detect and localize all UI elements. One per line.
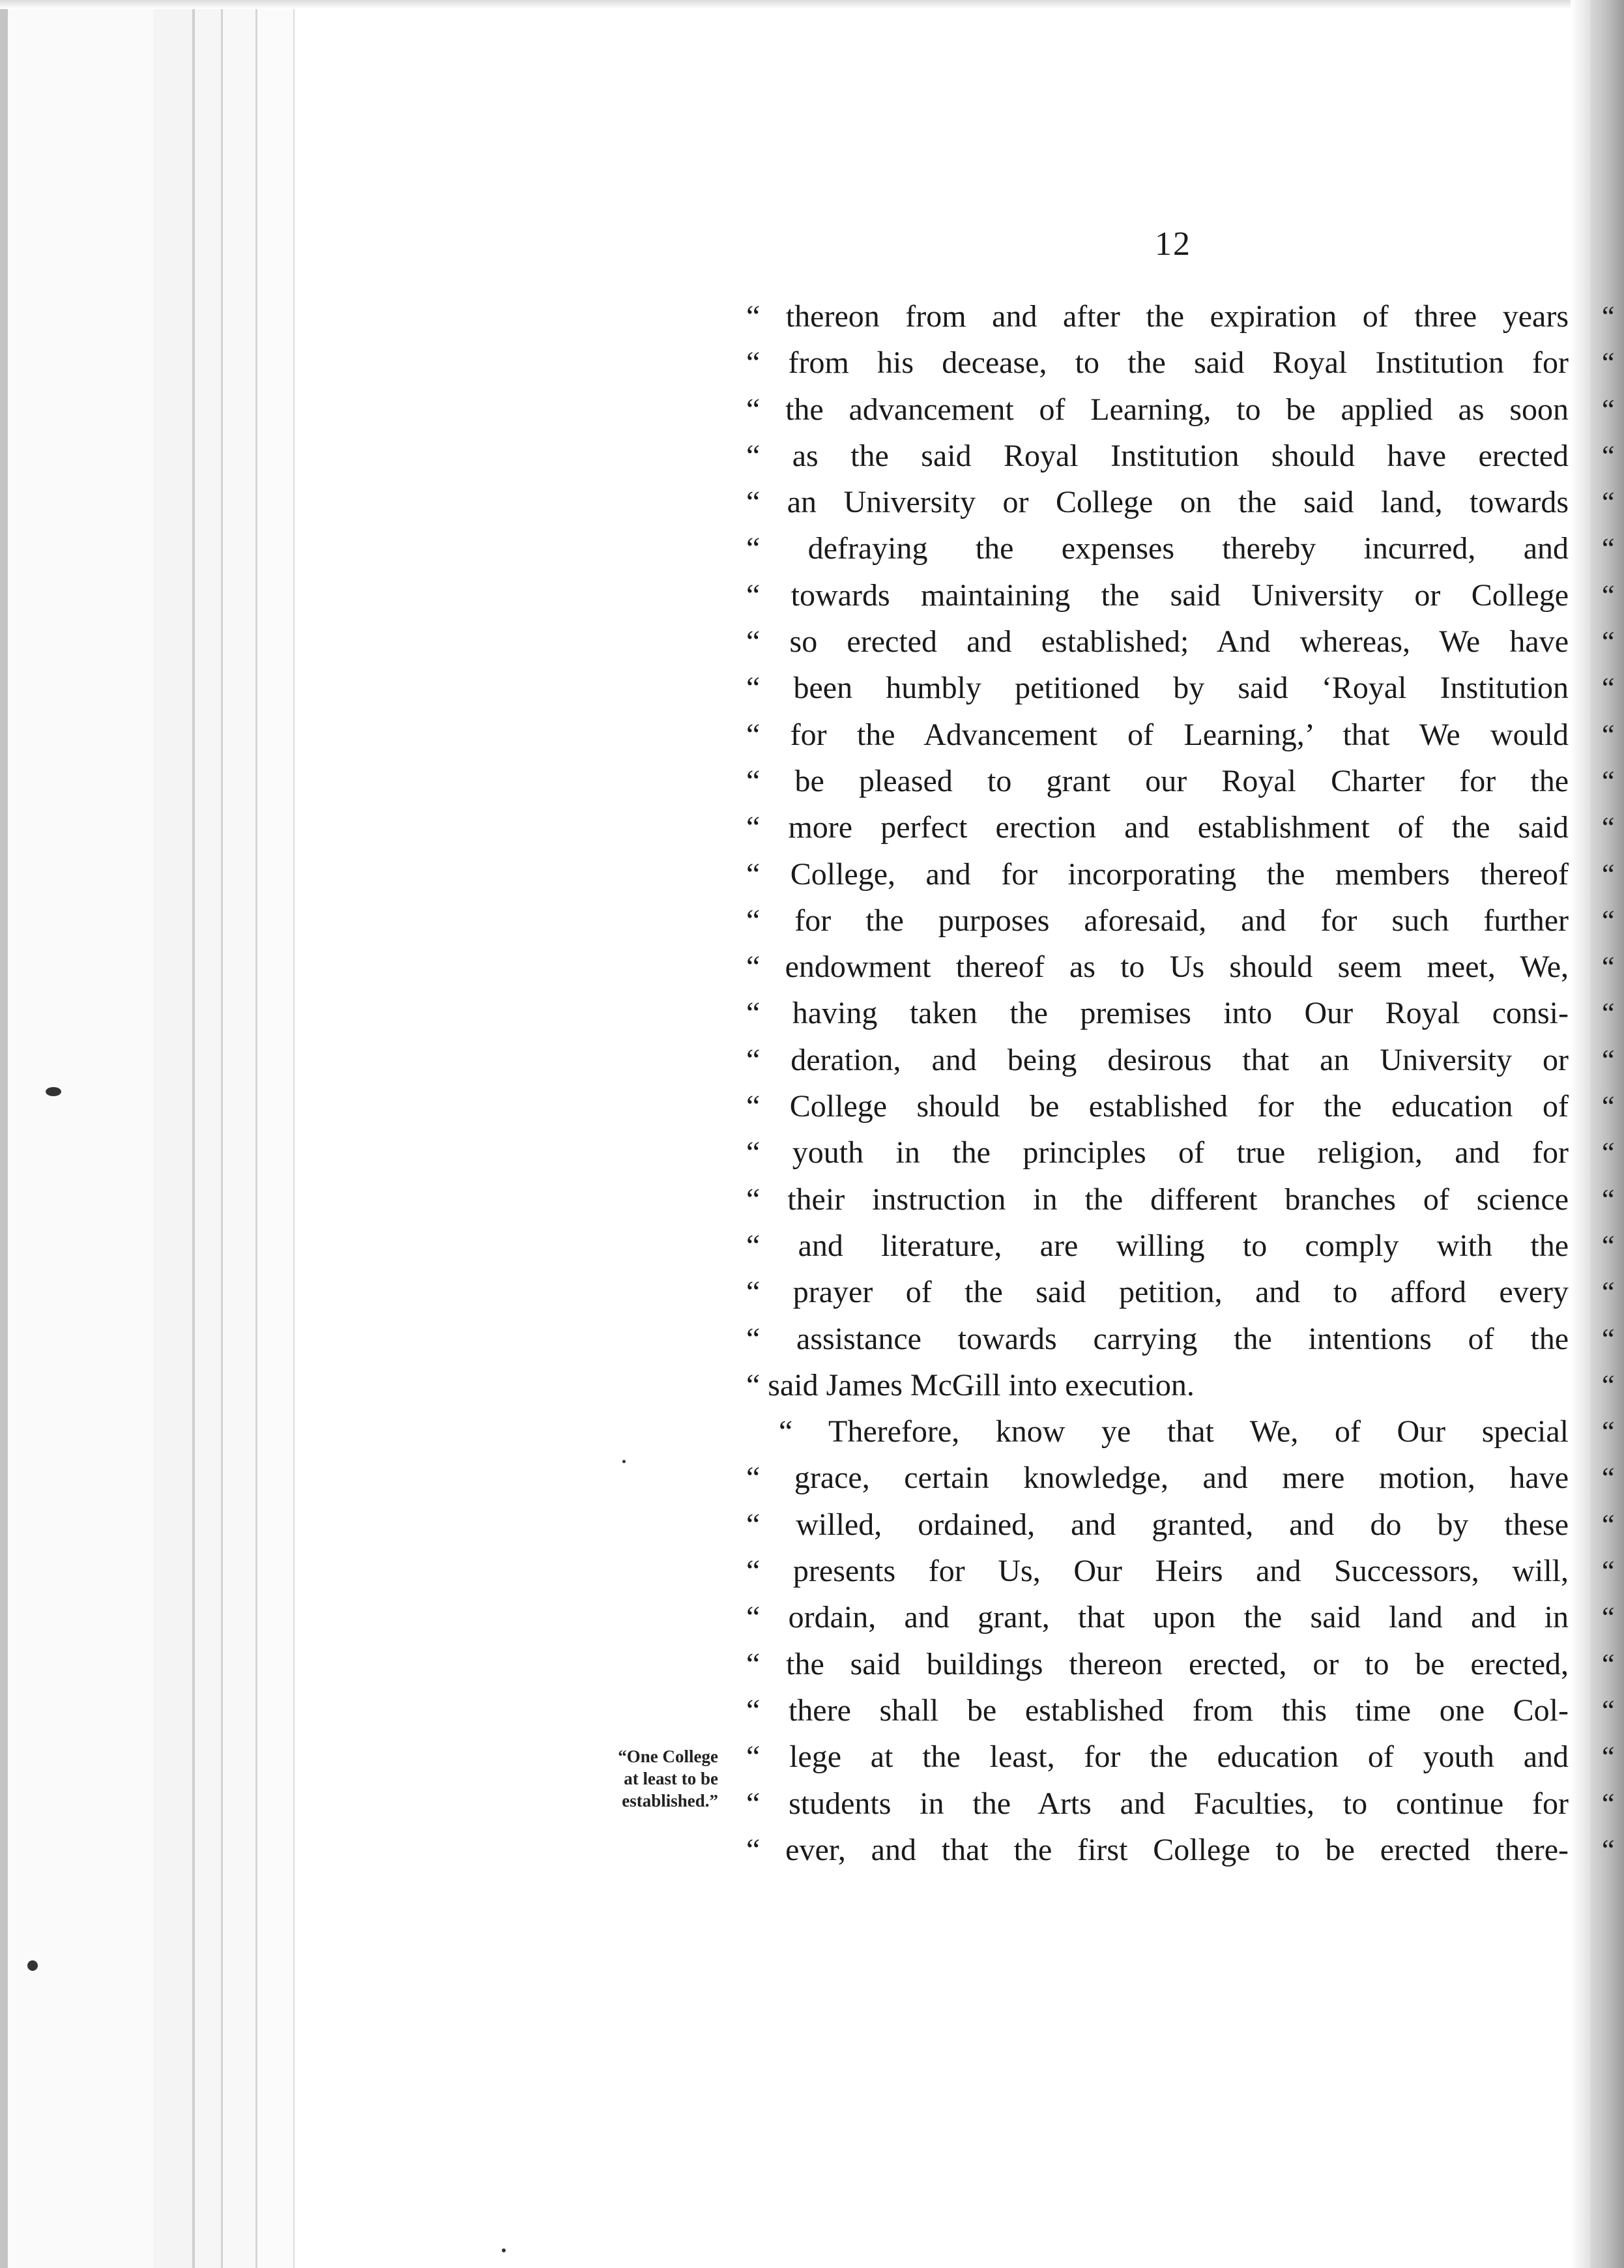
text-line: “ Therefore, know ye that We, of Our special	[779, 1414, 1569, 1449]
text-line: “ and literature, are willing to comply with the	[746, 1228, 1569, 1263]
quote-mark: “	[1602, 718, 1615, 751]
text-line: “ defraying the expenses thereby incurred, and	[746, 531, 1569, 566]
text-line: “ be pleased to grant our Royal Charter for the	[746, 763, 1569, 798]
text-line: “ there shall be established from this time one Col-	[746, 1693, 1569, 1728]
text-line: “ College, and for incorporating the members thereof	[746, 856, 1569, 892]
speck	[27, 1960, 38, 1971]
text-line: “ for the Advancement of Learning,’ that We would	[746, 717, 1569, 752]
speck	[622, 1460, 626, 1463]
quote-mark: “	[1602, 300, 1615, 332]
quote-mark: “	[1602, 626, 1615, 658]
body-text	[746, 293, 1569, 1873]
margin-note-line: established.”	[622, 1791, 718, 1810]
margin-note-line: at least to be	[624, 1769, 718, 1788]
quote-mark: “	[1602, 1416, 1615, 1448]
quote-mark: “	[1602, 1833, 1615, 1866]
text-line: “ students in the Arts and Faculties, to continue for	[746, 1786, 1569, 1821]
page-number: 12	[1155, 225, 1191, 263]
text-line: “ an University or College on the said land, towards	[746, 485, 1569, 520]
quote-mark: “	[1602, 532, 1615, 565]
quote-mark: “	[1602, 393, 1615, 426]
quote-mark: “	[1602, 1043, 1615, 1076]
text-line: “ ordain, and grant, that upon the said land and in	[746, 1600, 1569, 1635]
quote-mark: “	[1602, 1137, 1615, 1169]
margin-note-line: “One College	[618, 1747, 718, 1766]
quote-mark: “	[1602, 1741, 1615, 1773]
speck	[46, 1087, 61, 1096]
text-line: “ for the purposes aforesaid, and for such further	[746, 903, 1569, 938]
text-line: “ willed, ordained, and granted, and do by these	[746, 1507, 1569, 1542]
quote-mark: “	[1602, 486, 1615, 519]
quote-mark: “	[1602, 579, 1615, 611]
quote-mark: “	[1602, 1276, 1615, 1309]
text-line: “ deration, and being desirous that an University or	[746, 1042, 1569, 1077]
text-line: “ towards maintaining the said University or College	[746, 577, 1569, 613]
quote-mark: “	[1602, 1090, 1615, 1123]
text-line: “ lege at the least, for the education of youth and	[746, 1739, 1569, 1775]
speck	[502, 2248, 506, 2252]
page-edge	[223, 0, 257, 2268]
quote-mark: “	[1602, 439, 1615, 472]
quote-mark: “	[1602, 347, 1615, 379]
next-page-quote-column	[1602, 293, 1624, 1873]
quote-mark: “	[1602, 764, 1615, 797]
page-edge	[0, 0, 8, 2268]
quote-mark: “	[1602, 811, 1615, 844]
text-line: “ the said buildings thereon erected, or to be erected,	[746, 1646, 1569, 1681]
quote-mark: “	[1602, 1694, 1615, 1726]
text-line: “ more perfect erection and establishment of the said	[746, 810, 1569, 845]
quote-mark: “	[1602, 1555, 1615, 1588]
text-line: “ endowment thereof as to Us should seem meet, We,	[746, 950, 1569, 985]
text-line: “ youth in the principles of true religion, and for	[746, 1135, 1569, 1170]
right-page-edge	[1571, 0, 1590, 2268]
quote-mark: “	[1602, 951, 1615, 983]
quote-mark: “	[1602, 1229, 1615, 1262]
text-line: “ the advancement of Learning, to be applied as soon	[746, 392, 1569, 427]
quote-mark: “	[1602, 1462, 1615, 1494]
text-line: “ so erected and established; And whereas, We have	[746, 624, 1569, 660]
quote-mark: “	[1602, 904, 1615, 937]
text-line: “ been humbly petitioned by said ‘Royal Institution	[746, 671, 1569, 706]
page-edge	[257, 0, 295, 2268]
quote-mark: “	[1602, 997, 1615, 1030]
text-line: “ as the said Royal Institution should have erected	[746, 438, 1569, 473]
quote-mark: “	[1602, 1183, 1615, 1215]
text-line: “ thereon from and after the expiration of three years	[746, 299, 1569, 334]
text-line: “ presents for Us, Our Heirs and Successors, will,	[746, 1554, 1569, 1589]
margin-note	[549, 1745, 718, 1812]
quote-mark: “	[1602, 1601, 1615, 1634]
quote-mark: “	[1602, 1787, 1615, 1820]
text-line: “ assistance towards carrying the intentions of the	[746, 1321, 1569, 1356]
top-edge	[0, 0, 1624, 9]
page-edge	[0, 0, 154, 2268]
text-line: “ said James McGill into execution.	[746, 1367, 1195, 1403]
quote-mark: “	[1602, 1508, 1615, 1541]
text-line: “ College should be established for the education of	[746, 1089, 1569, 1124]
page-edge	[153, 0, 195, 2268]
quote-mark: “	[1602, 1648, 1615, 1680]
quote-mark: “	[1602, 672, 1615, 705]
text-line: “ their instruction in the different branches of science	[746, 1182, 1569, 1217]
text-line: “ ever, and that the first College to be erected there-	[746, 1832, 1569, 1867]
text-line: “ having taken the premises into Our Royal consi-	[746, 996, 1569, 1031]
text-line: “ grace, certain knowledge, and mere motion, have	[746, 1461, 1569, 1496]
quote-mark: “	[1602, 1369, 1615, 1401]
text-line: “ prayer of the said petition, and to afford every	[746, 1275, 1569, 1310]
text-line: “ from his decease, to the said Royal Institution for	[746, 345, 1569, 381]
quote-mark: “	[1602, 858, 1615, 890]
page-edge	[195, 0, 223, 2268]
quote-mark: “	[1602, 1322, 1615, 1355]
